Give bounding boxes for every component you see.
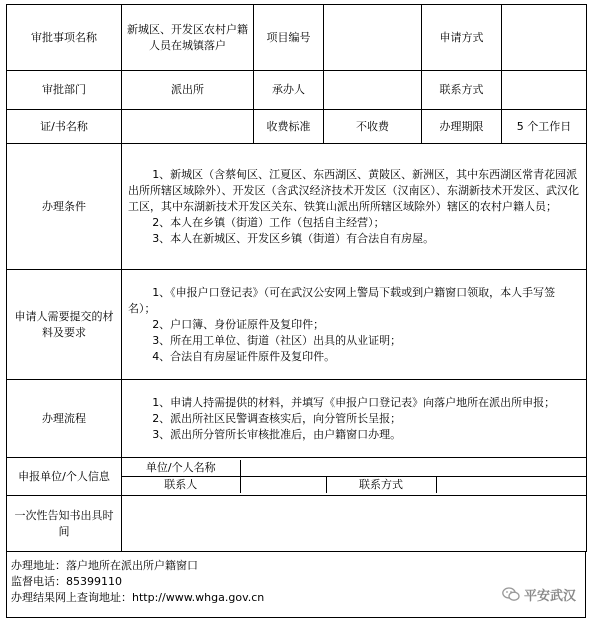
contact-method-value (436, 477, 587, 494)
condition-item: 1、新城区（含蔡甸区、江夏区、东西湖区、黄陂区、新洲区，其中东西湖区常青花园派出所所辖区域除外）、开发区（含武汉经济技术开发区（汉南区）、东湖新技术开发区、武汉化工区，其中东湖新技术开发区关东、铁箕山派出所所辖区域除外）辖区的农村户籍人员； (128, 167, 579, 213)
applicant-label: 申报单位/个人信息 (7, 458, 122, 496)
table-row (7, 144, 587, 270)
apply-method-label: 申请方式 (422, 5, 502, 71)
footer-info (6, 552, 586, 618)
notice-label: 一次性告知书出具时间 (7, 496, 122, 552)
table-row (7, 5, 587, 71)
cert-name-label: 证/书名称 (7, 110, 122, 144)
table-row (7, 380, 587, 458)
item-name-value: 新城区、开发区农村户籍人员在城镇落户 (122, 5, 254, 71)
table-row (7, 110, 587, 144)
period-value: 5 个工作日 (502, 110, 587, 144)
materials-content (122, 270, 587, 380)
applicant-info (122, 458, 587, 496)
supervision-phone: 监督电话：85399110 (11, 575, 122, 588)
contact-label: 联系方式 (422, 71, 502, 110)
process-label: 办理流程 (7, 380, 122, 458)
unit-name-value (240, 460, 587, 477)
contact-method-label: 联系方式 (326, 477, 436, 494)
conditions-content (122, 144, 587, 270)
table-row (122, 460, 587, 477)
table-row (7, 270, 587, 380)
item-code-label: 项目编号 (254, 5, 324, 71)
dept-label: 审批部门 (7, 71, 122, 110)
applicant-subtable (122, 460, 587, 493)
material-item: 3、所在用工单位、街道（社区）出具的从业证明； (152, 333, 402, 347)
item-name-label: 审批事项名称 (7, 5, 122, 71)
approval-form (6, 4, 586, 618)
handler-label: 承办人 (254, 71, 324, 110)
apply-method-value (502, 5, 587, 71)
office-address: 办理地址：落户地所在派出所户籍窗口 (11, 559, 198, 572)
dept-value: 派出所 (122, 71, 254, 110)
condition-item: 3、本人在新城区、开发区乡镇（街道）有合法自有房屋。 (152, 231, 435, 245)
handler-value (324, 71, 422, 110)
approval-table (6, 4, 587, 552)
wechat-icon (502, 587, 520, 602)
condition-item: 2、本人在乡镇（街道）工作（包括自主经营）； (152, 215, 385, 229)
process-item: 3、派出所分管所长审核批准后，由户籍窗口办理。 (152, 427, 402, 441)
process-item: 1、申请人持需提供的材料，并填写《申报户口登记表》向落户地所在派出所申报； (152, 395, 556, 409)
watermark (502, 585, 576, 604)
material-item: 1、《申报户口登记表》（可在武汉公安网上警局下载或到户籍窗口领取，本人手写签名）； (128, 285, 556, 315)
material-item: 4、合法自有房屋证件原件及复印件。 (152, 349, 336, 363)
period-label: 办理期限 (422, 110, 502, 144)
watermark-text: 平安武汉 (523, 589, 576, 604)
contact-person-label: 联系人 (122, 477, 240, 494)
notice-value (122, 496, 587, 552)
fee-label: 收费标准 (254, 110, 324, 144)
material-item: 2、户口簿、身份证原件及复印件； (152, 317, 325, 331)
conditions-label: 办理条件 (7, 144, 122, 270)
fee-value: 不收费 (324, 110, 422, 144)
table-row (7, 71, 587, 110)
materials-label: 申请人需要提交的材料及要求 (7, 270, 122, 380)
process-content (122, 380, 587, 458)
cert-name-value (122, 110, 254, 144)
table-row (122, 477, 587, 494)
process-item: 2、派出所社区民警调查核实后，向分管所长呈报； (152, 411, 402, 425)
table-row (7, 458, 587, 496)
result-query-address: 办理结果网上查询地址：http://www.whga.gov.cn (11, 591, 265, 604)
contact-value (502, 71, 587, 110)
table-row (7, 496, 587, 552)
item-code-value (324, 5, 422, 71)
contact-person-value (240, 477, 326, 494)
unit-name-label: 单位/个人名称 (122, 460, 240, 477)
